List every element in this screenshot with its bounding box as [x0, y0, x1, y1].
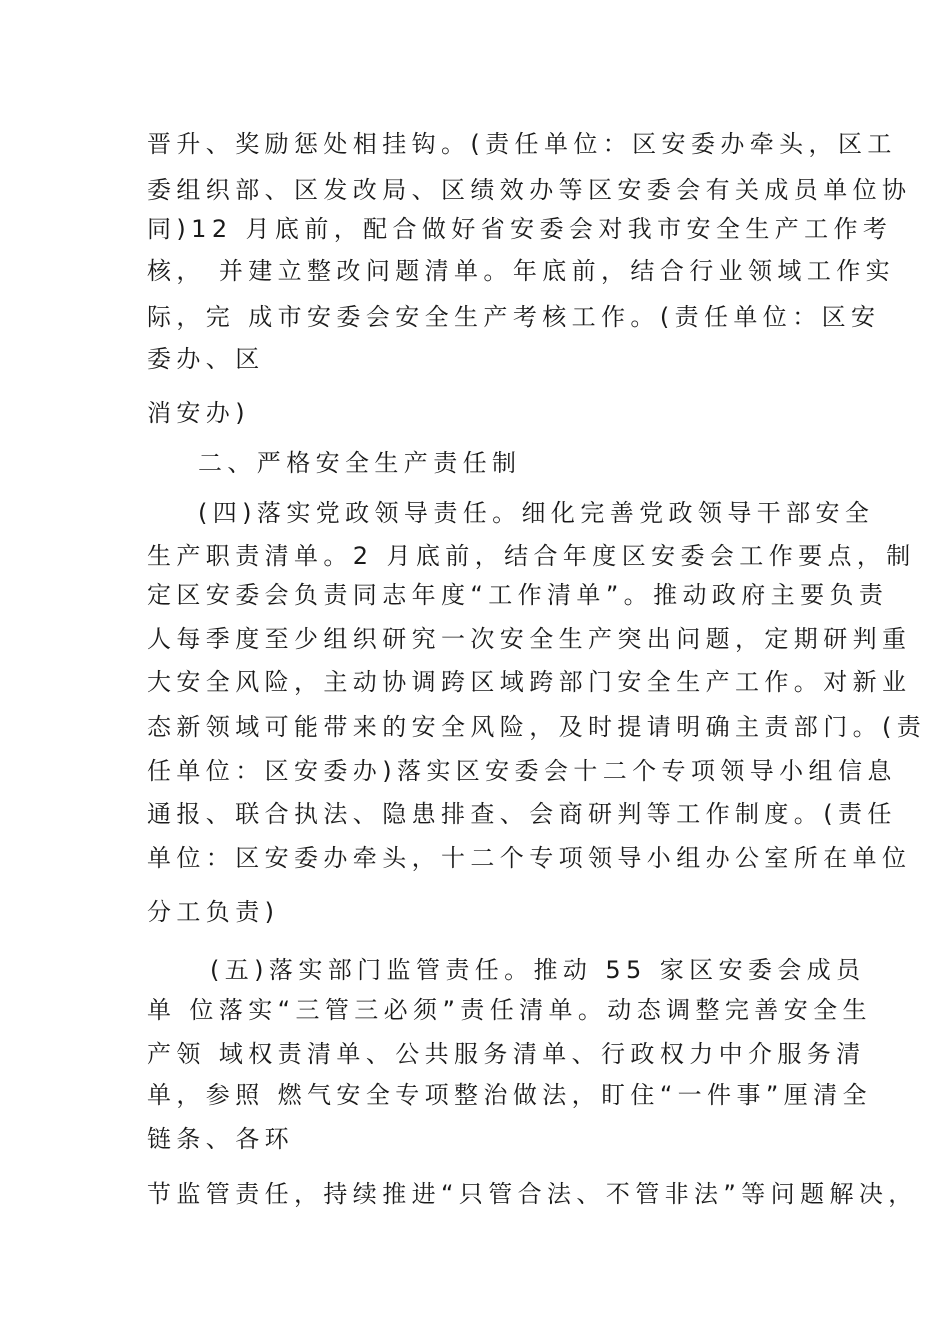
text-line: (四)落实党政领导责任。细化完善党政领导干部安全 [198, 499, 875, 527]
text-line: 委办、区 [147, 345, 265, 373]
text-line: 通报、联合执法、隐患排查、会商研判等工作制度。(责任 [147, 800, 897, 828]
text-line: 定区安委会负责同志年度“工作清单”。推动政府主要负责 [147, 581, 889, 609]
text-line: 节监管责任，持续推进“只管合法、不管非法”等问题解决， [147, 1180, 918, 1208]
text-line: 单，参照 燃气安全专项整治做法，盯住“一件事”厘清全 [147, 1081, 872, 1109]
text-line: 人每季度至少组织研究一次安全生产突出问题，定期研判重 [147, 625, 912, 653]
text-line: 态新领域可能带来的安全风险，及时提请明确主责部门。(责 [147, 713, 927, 741]
text-line: 委组织部、区发改局、区绩效办等区安委会有关成员单位协 [147, 176, 912, 204]
text-line: 晋升、奖励惩处相挂钩。(责任单位：区安委办牵头，区工 [147, 130, 897, 158]
text-line: 生产职责清单。2 月底前，结合年度区安委会工作要点，制 [147, 542, 916, 570]
section-heading: 二、严格安全生产责任制 [198, 449, 522, 477]
text-line: 产领 域权责清单、公共服务清单、行政权力中介服务清 [147, 1040, 866, 1068]
text-line: 同)12 月底前，配合做好省安委会对我市安全生产工作考 [147, 215, 893, 243]
text-line: 核， 并建立整改问题清单。年底前，结合行业领域工作实 [147, 257, 896, 285]
text-line: 单 位落实“三管三必须”责任清单。动态调整完善安全生 [147, 996, 872, 1024]
text-line: 单位：区安委办牵头，十二个专项领导小组办公室所在单位 [147, 844, 912, 872]
text-line: 链条、各环 [147, 1125, 294, 1153]
text-line: 际，完 成市安委会安全生产考核工作。(责任单位：区安 [147, 303, 881, 331]
text-line: 任单位：区安委办)落实区安委会十二个专项领导小组信息 [147, 757, 897, 785]
text-line: 分工负责) [147, 898, 280, 926]
text-line: 消安办) [147, 399, 250, 427]
text-line: (五)落实部门监管责任。推动 55 家区安委会成员 [210, 956, 866, 984]
text-line: 大安全风险，主动协调跨区域跨部门安全生产工作。对新业 [147, 668, 912, 696]
